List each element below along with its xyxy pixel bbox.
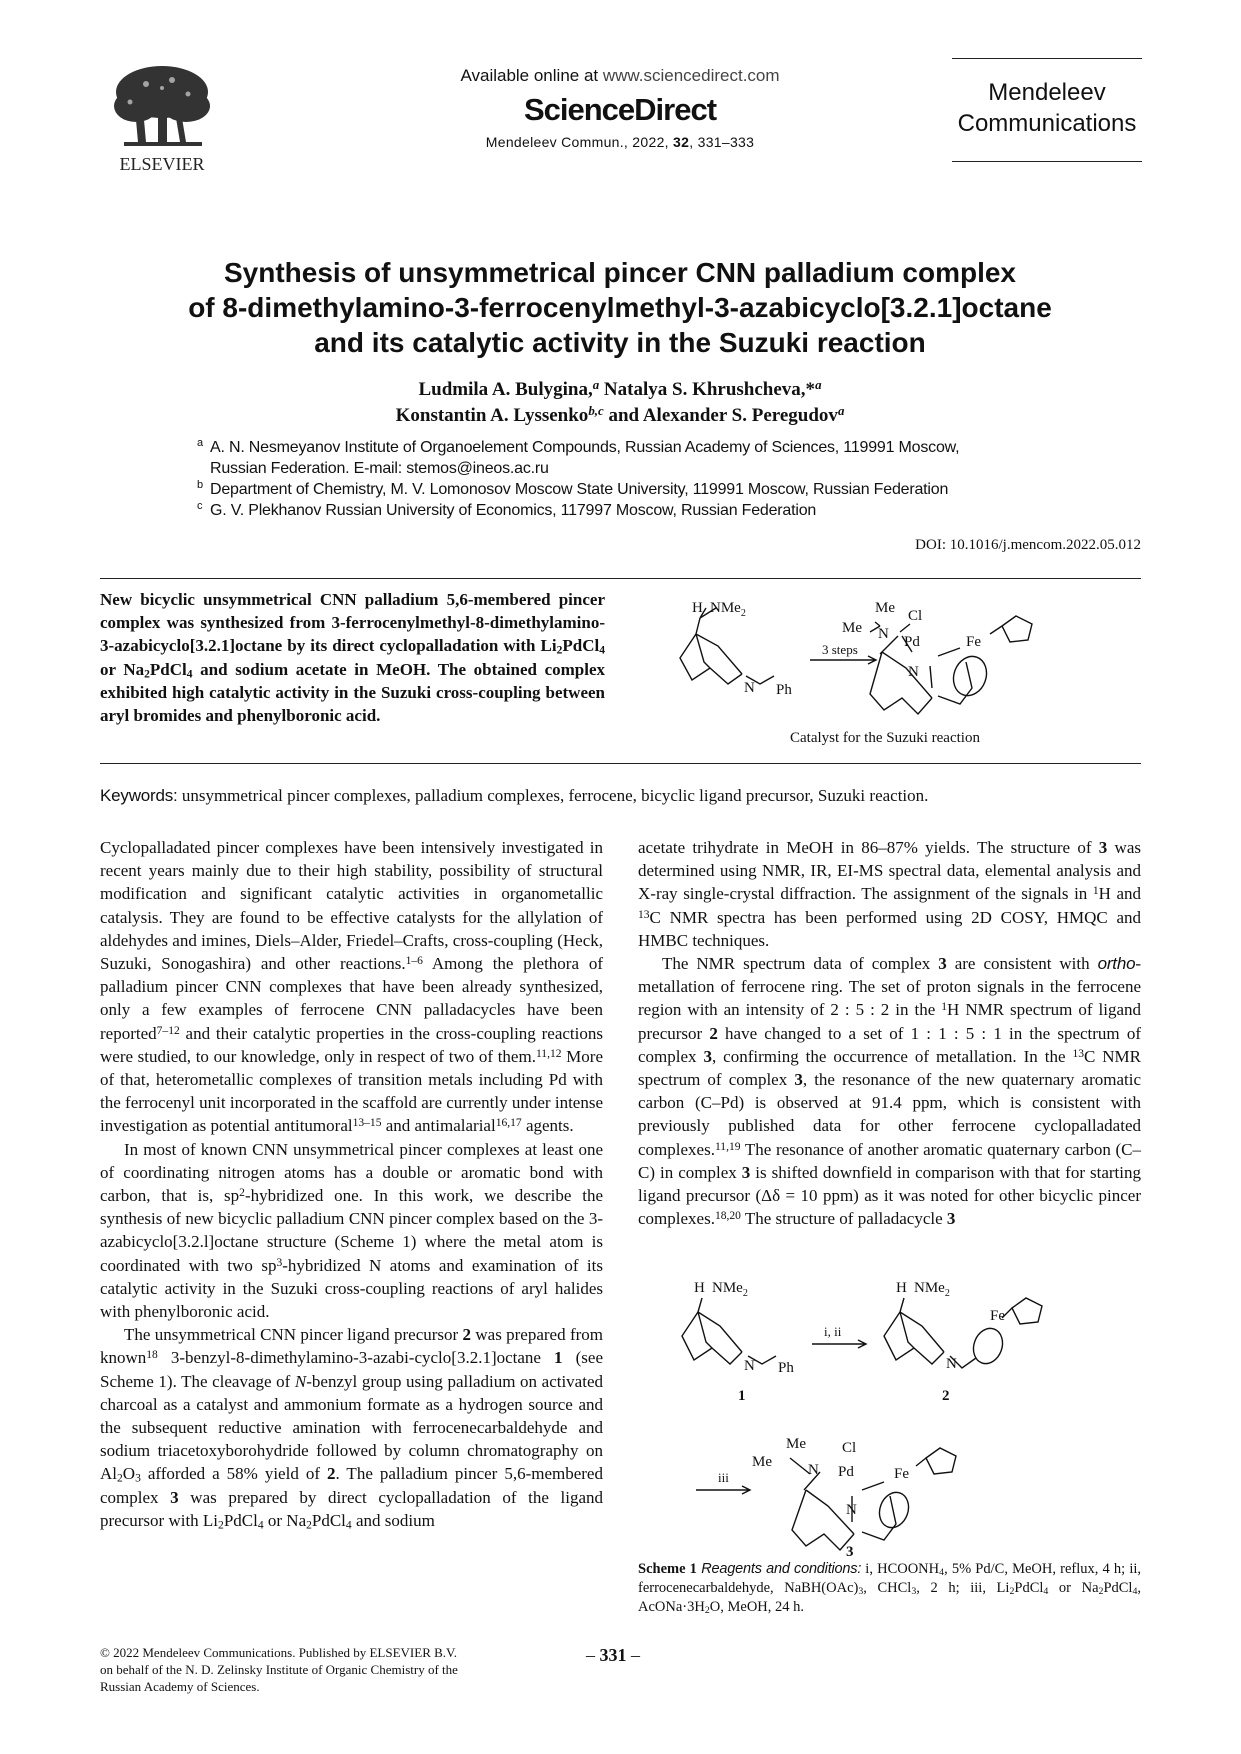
svg-text:H: H: [694, 1280, 705, 1296]
article-title: Synthesis of unsymmetrical pincer CNN palladium complex of 8-dimethylamino-3-ferrocenylmethyl-3-azabicyclo[3.2.1]octane and its catalytic activity in the Suzuki reaction: [188, 257, 1052, 358]
compound-3-label: 3: [846, 1544, 854, 1558]
catalyst-caption: Catalyst for the Suzuki reaction: [790, 730, 980, 746]
svg-text:N: N: [878, 626, 889, 642]
paragraph-3: The unsymmetrical CNN pincer ligand precursor 2 was prepared from known$^{18}$ 3-benzyl-8-dimethylamino-3-azabi-cyclo[3.2.1]octane 1 (see Scheme 1). The cleavage of N-benzyl group using palladium on activated charcoal as a catalyst and ammonium formate as a hydrogen source and the subsequent reductive amination with ferrocenecarbaldehyde and sodium triacetoxyborohydride followed by column chromatography on $Al_2O_3$ afforded a 58% yield of 2. The palladium pincer 5,6-membered complex 3 was prepared by direct cyclopalladation of the ligand precursor with $Li_2PdCl_4$ or $Na_2PdCl_4$ and sodium: [100, 1325, 604, 1532]
keywords-label: Keywords:: [100, 786, 178, 805]
available-online: Available online at www.sciencedirect.com: [460, 66, 780, 85]
citation: Mendeleev Commun., 2022, 32, 331–333: [485, 134, 755, 150]
svg-text:Me: Me: [752, 1454, 772, 1470]
svg-text:NMe2: NMe$_2$: [914, 1280, 950, 1299]
paragraph-4: acetate trihydrate in MeOH in 86–87% yields. The structure of 3 was determined using NMR, IR, EI-MS spectral data, elemental analysis and X-ray single-crystal diffraction. The assignment of the signals in $^1$H and $^{13}$C NMR spectra has been performed using 2D COSY, HMQC and HMBC techniques.: [638, 838, 1141, 950]
affiliation-b: b Department of Chemistry, M. V. Lomonosov Moscow State University, 119991 Moscow, Russian Federation: [197, 479, 949, 498]
authors: Ludmila A. Bulygina,$^a$ Natalya S. Khrushcheva,*$^a$ Konstantin A. Lyssenko$^{b,c}$ and Alexander S. Peregudov$^a$: [395, 377, 845, 426]
paragraph-1: Cyclopalladated pincer complexes have been intensively investigated in recent years mainly due to their high stability, possibility of structural modification and significant catalytic activities in organometallic catalysis. They are found to be effective catalysts for the allylation of aldehydes and imines, Diels–Alder, Friedel–Crafts, cross-coupling (Heck, Suzuki, Sonogashira) and other reactions.$^{1-6}$ Among the plethora of palladium pincer CNN complexes that have been already synthesized, only a few examples of ferrocene CNN palladacycles have been reported$^{7-12}$ and their catalytic properties in the cross-coupling reactions were studied, to our knowledge, only in respect of two of them.$^{11,12}$ More of that, heterometallic complexes of transition metals including Pd with the ferrocenyl unit incorporated in the scaffold are currently under intense investigation as potential antitumoral$^{13-15}$ and antimalarial$^{16,17}$ agents.: [100, 838, 603, 1136]
arrow-label: 3 steps: [822, 642, 858, 657]
body-right-column: [638, 836, 1141, 1230]
svg-text:Fe: Fe: [894, 1466, 909, 1482]
scheme-1-structures: [640, 1268, 1140, 1558]
svg-text:Ph: Ph: [776, 682, 792, 698]
paragraph-5: The NMR spectrum data of complex 3 are consistent with ortho-metallation of ferrocene ring. The set of proton signals in the ferrocene region with an intensity of 2 : 5 : 2 in the $^1$H NMR spectrum of ligand precursor 2 have changed to a set of 1 : 1 : 5 : 1 in the spectrum of complex 3, confirming the occurrence of metallation. In the $^{13}$C NMR spectrum of complex 3, the resonance of the new quaternary aromatic carbon (C–Pd) is observed at 91.4 ppm, which is consistent with previously published data for other ferrocene cyclopalladated complexes.$^{11,19}$ The resonance of another aromatic quaternary carbon (C–C) in complex 3 is shifted downfield in comparison with that for starting ligand precursor (Δδ = 10 ppm) as it was noted for other bicyclic pincer complexes.$^{18,20}$ The structure of palladacycle 3: [638, 954, 1141, 1229]
affiliation-a: a A. N. Nesmeyanov Institute of Organoelement Compounds, Russian Academy of Sciences, 119991 Moscow, Russian Federation. E-mail: stemos@ineos.ac.ru: [197, 437, 960, 477]
paragraph-2: In most of known CNN unsymmetrical pincer complexes at least one of coordinating nitrogen atoms has a double or aromatic bond with carbon, that is, $sp^2$-hybridized one. In this work, we describe the synthesis of new bicyclic palladium CNN pincer complex based on the 3-azabicyclo[3.2.l]octane structure (Scheme 1) where the metal atom is coordinated with two $sp^3$-hybridized N atoms and examination of its catalytic activity in the Suzuki cross-coupling reactions of aryl halides with phenylboronic acid.: [100, 1139, 603, 1322]
elsevier-logo: [106, 58, 218, 176]
divider-bottom: [100, 763, 1141, 764]
affiliations: [197, 437, 1097, 521]
journal-name: Mendeleev Communications: [952, 58, 1142, 162]
compound-2-label: 2: [942, 1388, 950, 1404]
svg-text:N: N: [744, 680, 755, 696]
page-number: – 331 –: [586, 1645, 640, 1665]
scheme-caption: Scheme 1 Reagents and conditions: i, $HCOONH_4$, 5% Pd/C, MeOH, reflux, 4 h; ii, ferrocenecarbaldehyde, $NaBH(OAc)_3$, CHCl$_3$, 2 h; iii, $Li_2PdCl_4$ or $Na_2PdCl_4$, $AcONa\cdot 3H_2O$, MeOH, 24 h.: [638, 1561, 1142, 1616]
step-iii: iii: [718, 1470, 729, 1485]
svg-text:N: N: [808, 1462, 819, 1478]
header-center: [380, 66, 860, 150]
svg-text:NMe2: NMe$_2$: [710, 600, 746, 619]
step-i-ii: i, ii: [824, 1324, 842, 1339]
svg-text:Cl: Cl: [842, 1440, 857, 1456]
graphical-abstract-text: New bicyclic unsymmetrical CNN palladium 5,6-membered pincer complex was synthesized from 3-ferrocenylmethyl-8-dimethylamino-3-azabicyclo[3.2.1]octane by its direct cyclopalladation with $Li_2PdCl_4$ or $Na_2PdCl_4$ and sodium acetate in MeOH. The obtained complex exhibited high catalytic activity in the Suzuki cross-coupling between aryl bromides and phenylboronic acid.: [100, 590, 606, 726]
svg-text:Me: Me: [786, 1436, 806, 1452]
svg-text:N: N: [846, 1502, 857, 1518]
keywords: Keywords: unsymmetrical pincer complexes, palladium complexes, ferrocene, bicyclic ligand precursor, Suzuki reaction.: [100, 786, 929, 805]
svg-text:N: N: [908, 664, 919, 680]
svg-text:Pd: Pd: [838, 1464, 854, 1480]
svg-text:N: N: [744, 1358, 755, 1374]
sciencedirect-link[interactable]: www.sciencedirect.com: [602, 66, 780, 85]
svg-text:NMe2: NMe$_2$: [712, 1280, 748, 1299]
divider-top: [100, 578, 1141, 579]
affiliation-c: c G. V. Plekhanov Russian University of Economics, 117997 Moscow, Russian Federation: [197, 500, 817, 519]
copyright: © 2022 Mendeleev Communications. Published by ELSEVIER B.V. on behalf of the N. D. Zelinsky Institute of Organic Chemistry of the Russian Academy of Sciences.: [100, 1645, 458, 1694]
svg-text:Me: Me: [875, 600, 895, 616]
svg-text:Cl: Cl: [908, 608, 923, 624]
publisher-name: ELSEVIER: [119, 154, 205, 174]
body-left-column: [100, 836, 603, 1532]
svg-text:H: H: [896, 1280, 907, 1296]
svg-text:Me: Me: [842, 620, 862, 636]
doi-link[interactable]: DOI: 10.1016/j.mencom.2022.05.012: [915, 537, 1141, 553]
svg-text:Ph: Ph: [778, 1360, 794, 1376]
svg-text:Fe: Fe: [990, 1308, 1005, 1324]
svg-text:Fe: Fe: [966, 634, 981, 650]
svg-text:Pd: Pd: [904, 634, 920, 650]
compound-1-label: 1: [738, 1388, 746, 1404]
svg-text:H: H: [692, 600, 703, 616]
graphical-abstract-structures: [670, 596, 1110, 746]
sciencedirect-logo: ScienceDirect: [523, 92, 717, 127]
svg-text:N: N: [946, 1356, 957, 1372]
